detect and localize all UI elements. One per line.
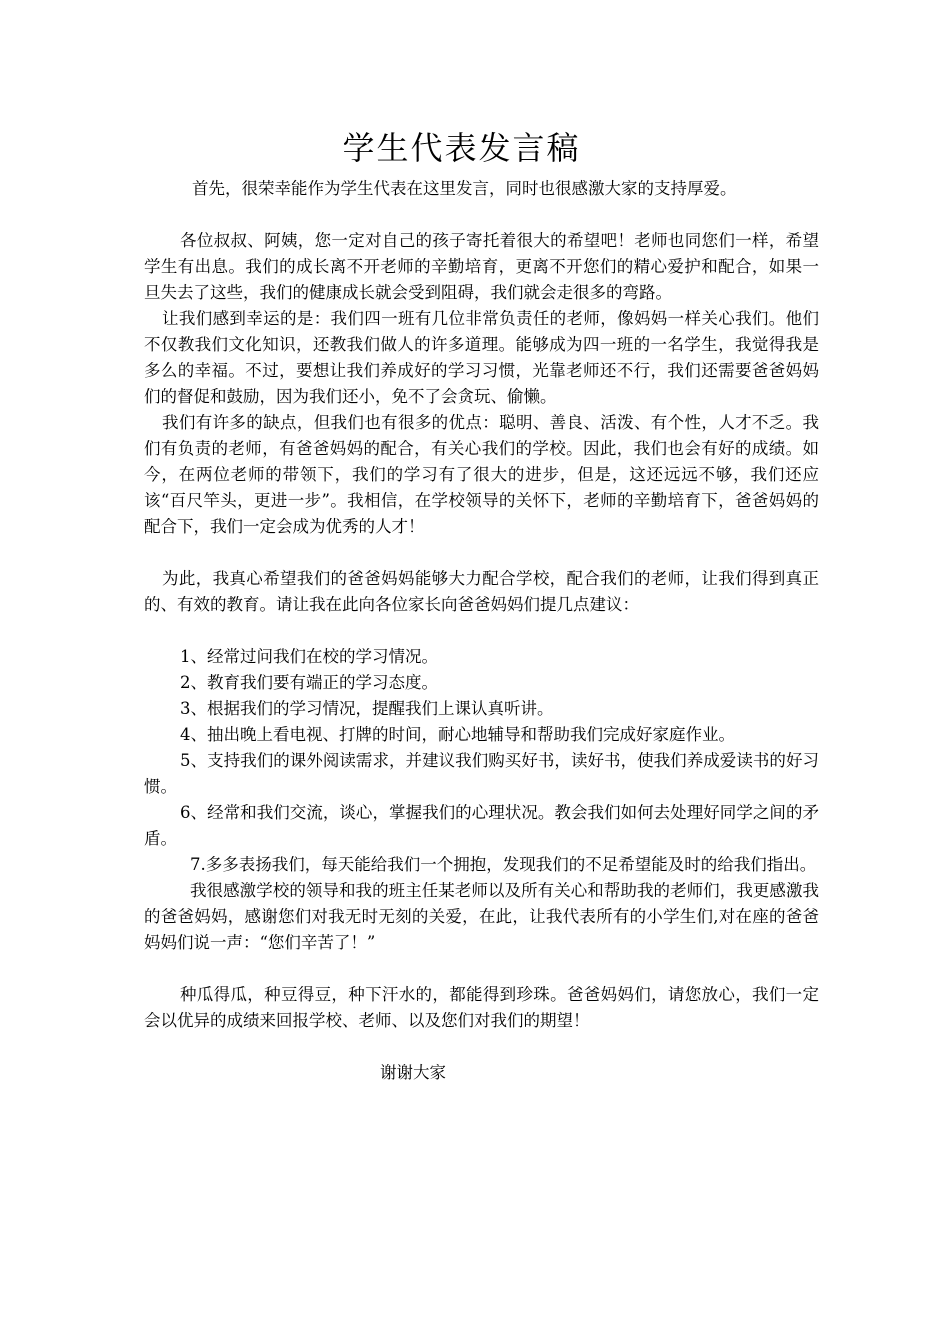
closing-line: 谢谢大家 [380, 1063, 446, 1082]
suggestion-item: 7.多多表扬我们，每天能给我们一个拥抱，发现我们的不足希望能及时的给我们指出。 [190, 855, 817, 874]
paragraph-request: 为此，我真心希望我们的爸爸妈妈能够大力配合学校，配合我们的老师，让我们得到真正的、有效的教育。请让我在此向各位家长向爸爸妈妈们提几点建议： [144, 569, 819, 614]
spacer [144, 956, 819, 982]
paragraph-expectations: 各位叔叔、阿姨，您一定对自己的孩子寄托着很大的希望吧！老师也同您们一样，希望学生有出息。我们的成长离不开老师的辛勤培育，更离不开您们的精心爱护和配合，如果一旦失去了这些，我们的健康成长就会受到阻碍，我们就会走很多的弯路。 [144, 231, 819, 302]
paragraph-thanks: 我很感激学校的领导和我的班主任某老师以及所有关心和帮助我的老师们，我更感激我的爸爸妈妈，感谢您们对我无时无刻的关爱，在此，让我代表所有的小学生们,对在座的爸爸妈妈们说一声：“您们辛苦了！” [144, 881, 819, 952]
suggestion-item: 6、经常和我们交流，谈心，掌握我们的心理状况。教会我们如何去处理好同学之间的矛盾。 [144, 803, 819, 848]
suggestion-item: 2、教育我们要有端正的学习态度。 [180, 673, 438, 692]
document-title: 学生代表发言稿 [342, 129, 581, 167]
paragraph-strengths: 我们有许多的缺点，但我们也有很多的优点：聪明、善良、活泼、有个性，人才不乏。我们有负责的老师，有爸爸妈妈的配合，有关心我们的学校。因此，我们也会有好的成绩。如今，在两位老师的带领下，我们的学习有了很大的进步，但是，这还远远不够，我们还应该“百尺竿头，更进一步”。我相信，在学校领导的关怀下，老师的辛勤培育下，爸爸妈妈的配合下，我们一定会成为优秀的人才！ [144, 413, 819, 536]
spacer [144, 1034, 819, 1060]
spacer [144, 202, 819, 228]
suggestion-item: 4、抽出晚上看电视、打牌的时间，耐心地辅导和帮助我们完成好家庭作业。 [180, 725, 735, 744]
paragraph-teachers: 让我们感到幸运的是：我们四一班有几位非常负责任的老师，像妈妈一样关心我们。他们不仅教我们文化知识，还教我们做人的许多道理。能够成为四一班的一名学生，我觉得我是多么的幸福。不过，要想让我们养成好的学习习惯，光靠老师还不行，我们还需要爸爸妈妈们的督促和鼓励，因为我们还小，免不了会贪玩、偷懒。 [144, 309, 819, 406]
suggestion-item: 3、根据我们的学习情况，提醒我们上课认真听讲。 [180, 699, 554, 718]
opening-paragraph: 首先，很荣幸能作为学生代表在这里发言，同时也很感激大家的支持厚爱。 [192, 179, 737, 198]
spacer [144, 540, 819, 566]
document-page [144, 120, 819, 1086]
suggestion-item: 1、经常过问我们在校的学习情况。 [180, 647, 438, 666]
suggestion-item: 5、支持我们的课外阅读需求，并建议我们购买好书，读好书，使我们养成爱读书的好习惯。 [144, 751, 819, 796]
spacer [144, 618, 819, 644]
paragraph-conclusion: 种瓜得瓜，种豆得豆，种下汗水的，都能得到珍珠。爸爸妈妈们，请您放心，我们一定会以优异的成绩来回报学校、老师、以及您们对我们的期望！ [144, 985, 819, 1030]
